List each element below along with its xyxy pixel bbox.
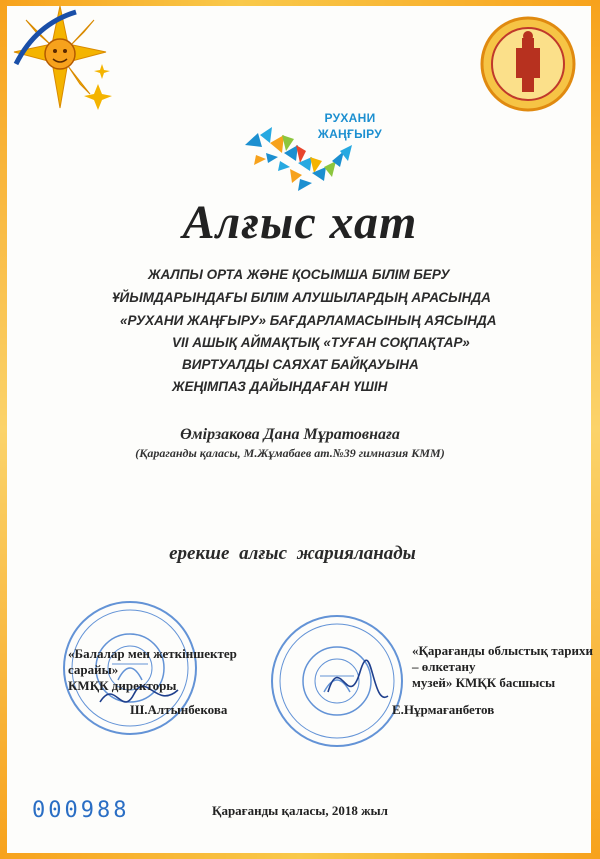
footer-place-year: Қарағанды қаласы, 2018 жыл — [212, 803, 388, 818]
museum-emblem-icon — [478, 14, 578, 114]
reason-line-6: ЖЕҢІМПАЗ ДАЙЫНДАҒАН ҮШІН — [172, 379, 388, 394]
border-right — [591, 0, 600, 859]
signatory-1-org — [68, 646, 288, 694]
recipient-school: (Қараганды қаласы, М.Жұмабаев ат.№39 гимназия КММ) — [135, 446, 445, 460]
certificate-title: Алғыс хат — [182, 196, 418, 249]
reason-line-5: ВИРТУАЛДЫ САЯХАТ БАЙҚАУЫНА — [182, 357, 419, 372]
announcement: ерекше алғыс жарияланады — [169, 543, 416, 564]
program-logo-line-2: ЖАҢҒЫРУ — [317, 127, 383, 141]
museum-stamp-icon — [268, 612, 406, 750]
reason-line-2: ҰЙЫМДАРЫНДАҒЫ БІЛІМ АЛУШЫЛАРДЫҢ АРАСЫНДА — [112, 290, 491, 305]
signatory-1-org-line-2: КМҚК директоры — [68, 678, 177, 693]
signatory-1-name: Ш.Алтынбекова — [130, 702, 228, 717]
signatory-2-org-line-2: музей» КМҚК басшысы — [412, 675, 556, 690]
signatory-2-name: Е.Нұрмағанбетов — [392, 702, 495, 717]
signatory-2-org — [412, 643, 600, 691]
program-logo-line-1: РУХАНИ — [324, 111, 376, 125]
recipient-name: Өмірзакова Дана Мұратовнаға — [180, 426, 400, 443]
program-logo-text — [305, 110, 395, 142]
palace-emblem-icon — [6, 4, 114, 112]
reason-line-4: VII АШЫҚ АЙМАҚТЫҚ «ТУҒАН СОҚПАҚТАР» — [172, 335, 470, 350]
serial-number: 000988 — [32, 798, 130, 823]
reason-line-3: «РУХАНИ ЖАҢҒЫРУ» БАҒДАРЛАМАСЫНЫҢ АЯСЫНДА — [120, 313, 497, 328]
signatory-2-org-line-1: «Қарағанды облыстық тарихи – өлкетану — [412, 643, 593, 674]
border-bottom — [0, 853, 600, 859]
reason-line-1: ЖАЛПЫ ОРТА ЖӘНЕ ҚОСЫМША БІЛІМ БЕРУ — [148, 267, 450, 282]
signatory-1-org-line-1: «Балалар мен жеткіншектер сарайы» — [68, 646, 237, 677]
